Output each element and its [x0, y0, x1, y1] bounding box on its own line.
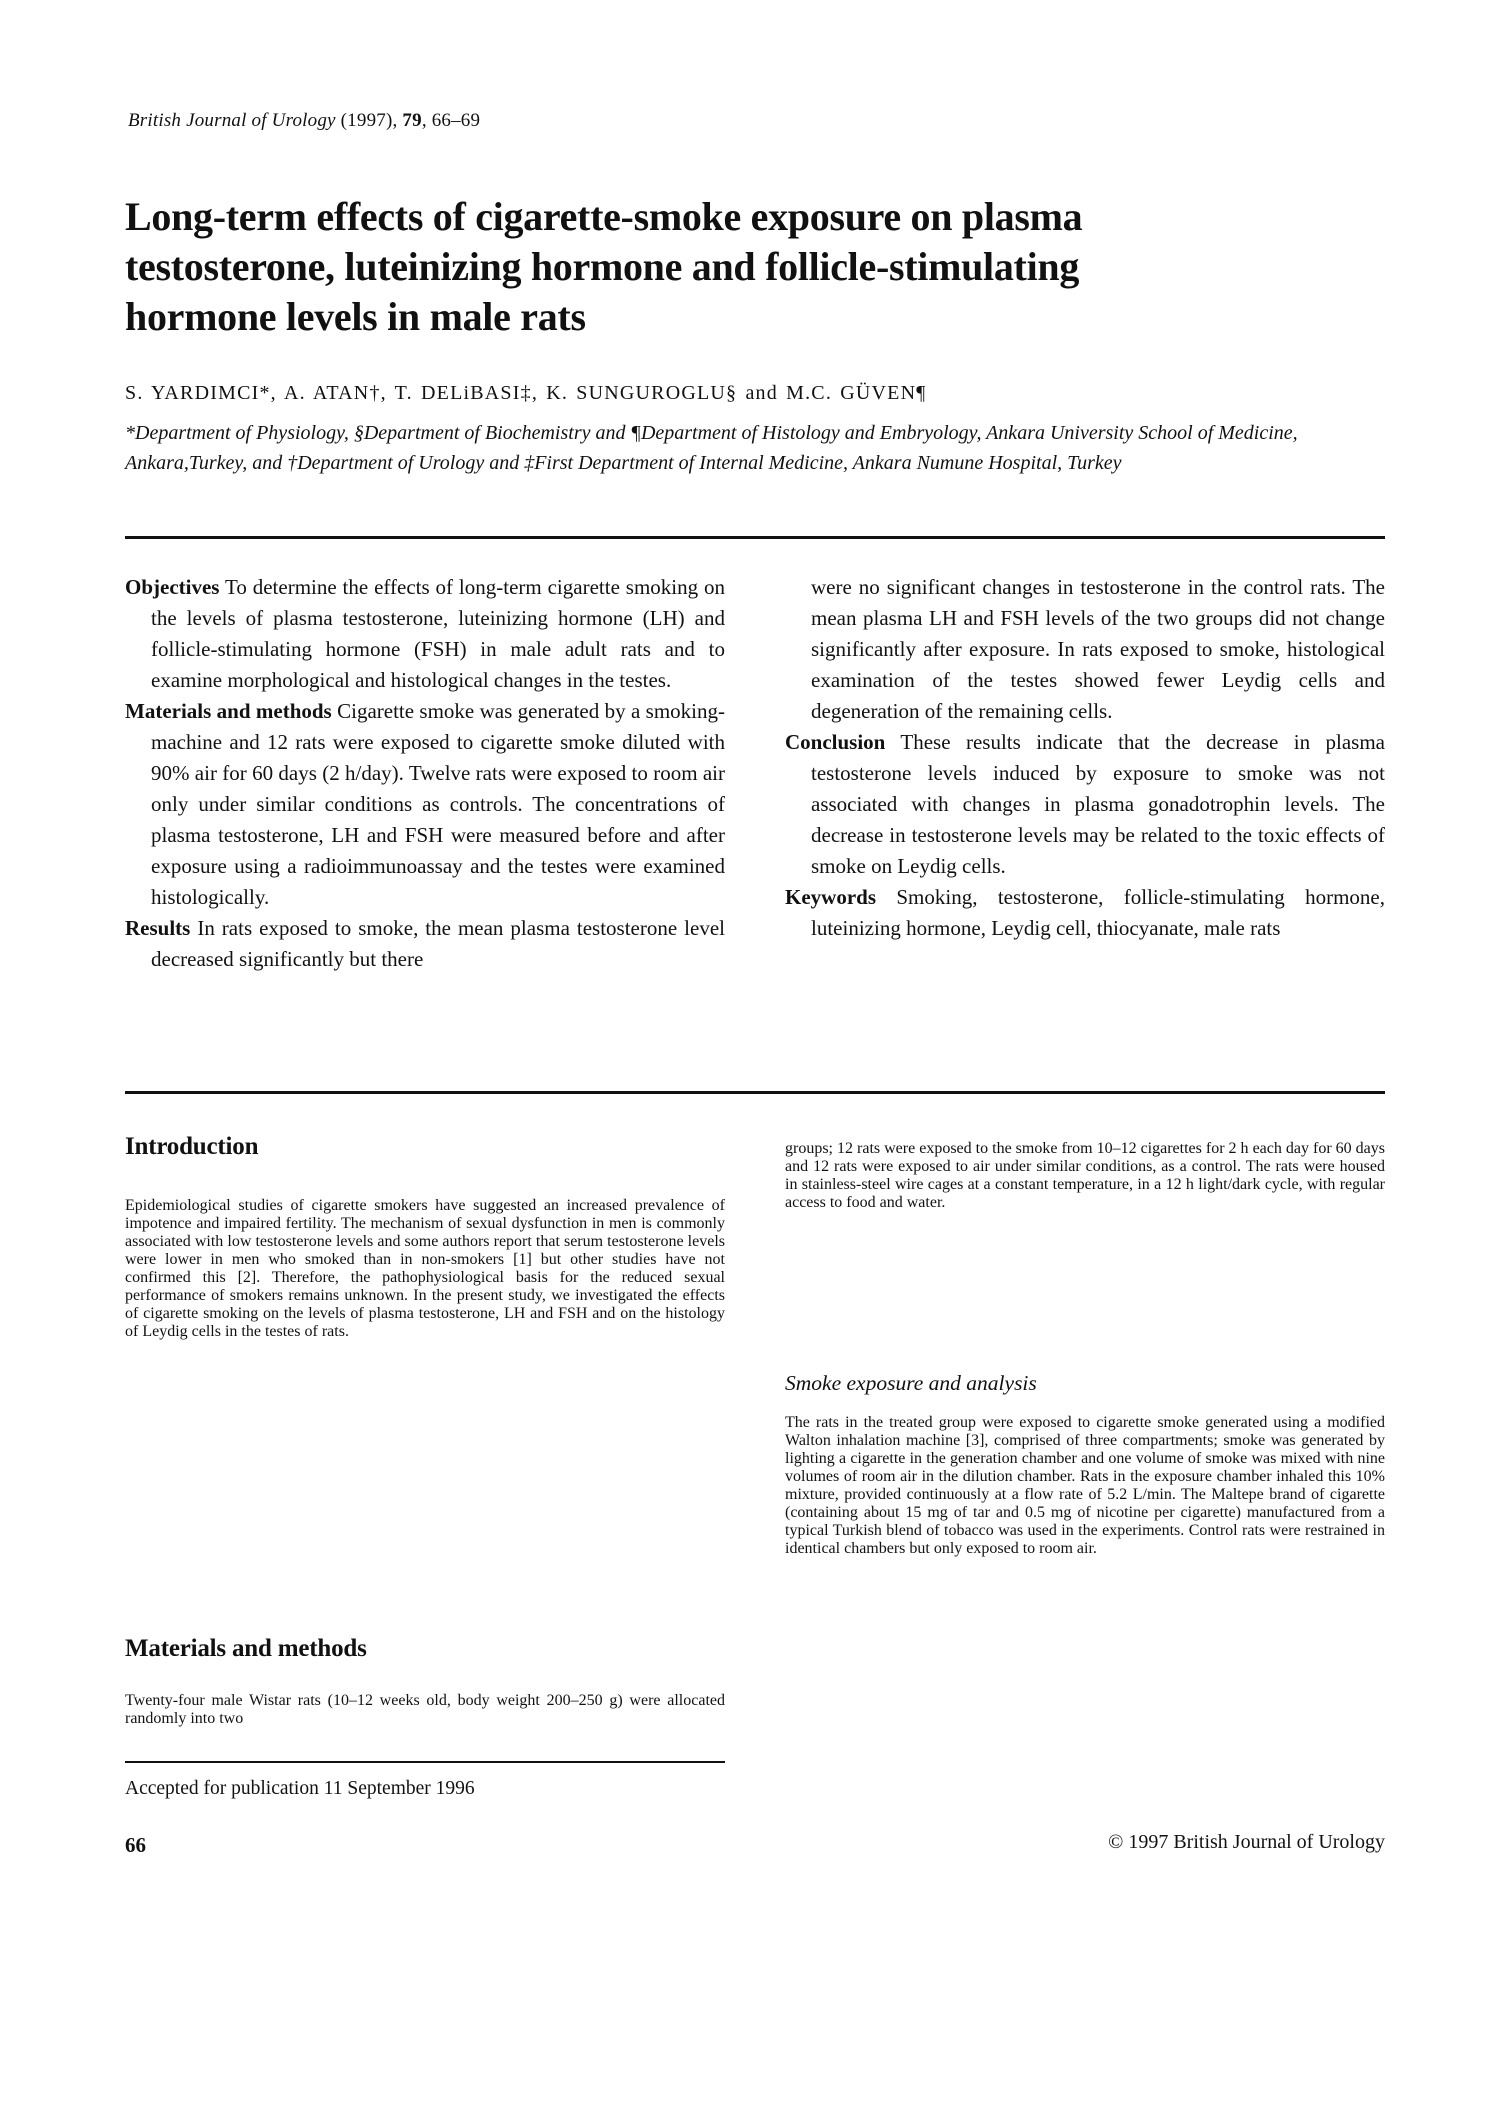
paper-title — [125, 192, 1285, 342]
abstract-column-right — [785, 572, 1385, 975]
title-line-1: Long-term effects of cigarette-smoke exposure on plasma — [125, 194, 1083, 239]
footnote-divider — [125, 1761, 725, 1763]
abstract-label-conclusion: Conclusion — [785, 730, 886, 754]
title-line-2: testosterone, luteinizing hormone and follicle-stimulating — [125, 244, 1080, 289]
abstract-label-keywords: Keywords — [785, 885, 876, 909]
abstract-conclusion — [785, 727, 1385, 882]
authors-line: S. YARDIMCI*, A. ATAN†, T. DELiBASI‡, K. SUNGUROGLU§ and M.C. GÜVEN¶ — [125, 382, 927, 404]
divider-bottom — [125, 1091, 1385, 1094]
abstract-materials-methods — [125, 696, 725, 913]
section-heading-materials-methods: Materials and methods — [125, 1635, 367, 1662]
journal-name: British Journal of Urology — [128, 110, 336, 131]
abstract-text-keywords: Smoking, testosterone, follicle-stimulating hormone, luteinizing hormone, Leydig cell, thiocyanate, male rats — [811, 885, 1385, 940]
smoke-exposure-paragraph: The rats in the treated group were exposed to cigarette smoke generated using a modified Walton inhalation machine [3], comprised of three compartments; smoke was generated by lighting a cigarette in the generation chamber and one volume of smoke was mixed with nine volumes of room air in the dilution chamber. Rats in the exposure chamber inhaled this 10% mixture, provided continuously at a flow rate of 5.2 L/min. The Maltepe brand of cigarette (containing about 15 mg of tar and 0.5 mg of nicotine per cigarette) manufactured from a typical Turkish blend of tobacco was used in the experiments. Control rats were restrained in identical chambers but only exposed to room air. — [785, 1414, 1385, 1557]
methods-paragraph-left: Twenty-four male Wistar rats (10–12 weeks old, body weight 200–250 g) were allocated randomly into two — [125, 1692, 725, 1727]
subsection-heading-smoke-exposure: Smoke exposure and analysis — [785, 1371, 1037, 1395]
introduction-paragraph: Epidemiological studies of cigarette smokers have suggested an increased prevalence of impotence and impaired fertility. The mechanism of sexual dysfunction in men is commonly associated with low testosterone levels and some authors report that serum testosterone levels were lower in men who smoked than in non-smokers [1] but other studies have not confirmed this [2]. Therefore, the pathophysiological basis for the reduced sexual performance of smokers remains unknown. In the present study, we investigated the effects of cigarette smoking on the levels of plasma testosterone, LH and FSH and on the histology of Leydig cells in the testes of rats. — [125, 1197, 725, 1340]
page-number: 66 — [125, 1833, 146, 1857]
abstract-label-objectives: Objectives — [125, 575, 220, 599]
journal-volume: 79 — [402, 110, 422, 131]
abstract-keywords — [785, 882, 1385, 944]
title-line-3: hormone levels in male rats — [125, 294, 586, 339]
divider-top — [125, 536, 1385, 539]
abstract-results-continuation: were no significant changes in testosterone in the control rats. The mean plasma LH and FSH levels of the two groups did not change significantly after exposure. In rats exposed to smoke, histological examination of the testes showed fewer Leydig cells and degeneration of the remaining cells. — [811, 575, 1385, 723]
abstract-text-results: In rats exposed to smoke, the mean plasma testosterone level decreased significantly but there — [151, 916, 725, 971]
abstract-results — [125, 913, 725, 975]
abstract-section — [125, 572, 1385, 975]
methods-paragraph-continuation: groups; 12 rats were exposed to the smoke from 10–12 cigarettes for 2 h each day for 60 days and 12 rats were exposed to air under similar conditions, as a control. The rats were housed in stainless-steel wire cages at a constant temperature, in a 12 h light/dark cycle, with regular access to food and water. — [785, 1140, 1385, 1211]
abstract-label-results: Results — [125, 916, 191, 940]
section-heading-introduction: Introduction — [125, 1133, 259, 1160]
abstract-objectives — [125, 572, 725, 696]
abstract-column-left — [125, 572, 725, 975]
abstract-label-materials-methods: Materials and methods — [125, 699, 332, 723]
abstract-text-conclusion: These results indicate that the decrease in plasma testosterone levels induced by exposure to smoke was not associated with changes in plasma gonadotrophin levels. The decrease in testosterone levels may be related to the toxic effects of smoke on Leydig cells. — [811, 730, 1385, 878]
journal-header — [128, 110, 480, 132]
journal-year: (1997), — [335, 110, 403, 131]
affiliations: *Department of Physiology, §Department of Biochemistry and ¶Department of Histology and Embryology, Ankara University School of Medicine, Ankara,Turkey, and †Department of Urology and ‡First Department of Internal Medicine, Ankara Numune Hospital, Turkey — [125, 422, 1298, 474]
journal-pages: , 66–69 — [421, 110, 481, 131]
abstract-text-objectives: To determine the effects of long-term cigarette smoking on the levels of plasma testosterone, luteinizing hormone (LH) and follicle-stimulating hormone (FSH) in male adult rats and to examine morphological and histological changes in the testes. — [151, 575, 725, 692]
copyright-note: © 1997 British Journal of Urology — [1108, 1831, 1385, 1853]
abstract-text-materials-methods: Cigarette smoke was generated by a smoking-machine and 12 rats were exposed to cigarette smoke diluted with 90% air for 60 days (2 h/day). Twelve rats were exposed to room air only under similar conditions as controls. The concentrations of plasma testosterone, LH and FSH were measured before and after exposure using a radioimmunoassay and the testes were examined histologically. — [151, 699, 726, 909]
accepted-note: Accepted for publication 11 September 1996 — [125, 1778, 475, 1799]
